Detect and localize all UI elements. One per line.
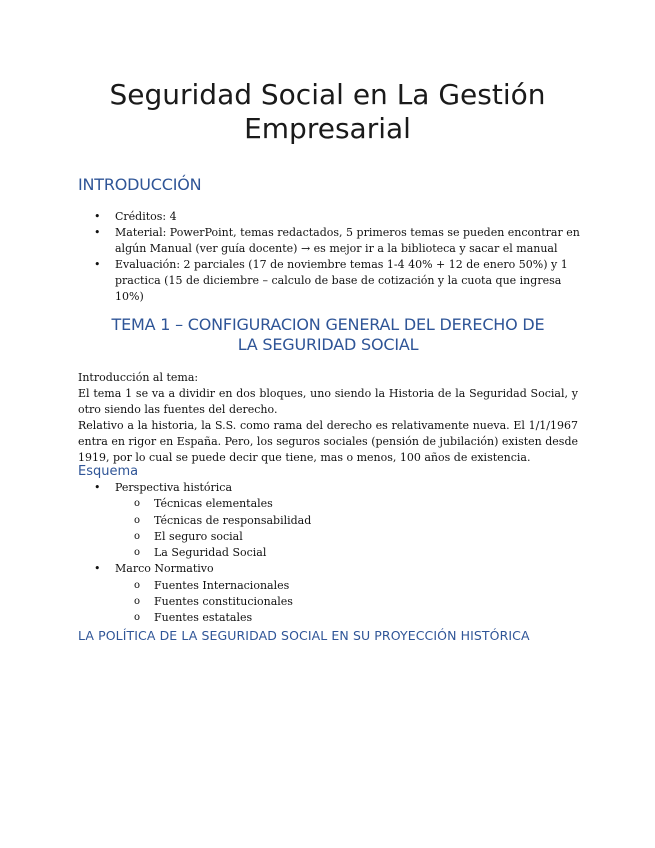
outline-group (78, 561, 578, 626)
esquema-heading: Esquema (78, 464, 139, 479)
outline-subitem: o Fuentes Internacionales (115, 578, 578, 594)
tema-1-heading (78, 315, 578, 355)
intro-heading: INTRODUCCIÓN (78, 175, 202, 194)
outline-subitem: o Técnicas elementales (115, 496, 578, 512)
paragraph: Introducción al tema: (78, 371, 199, 384)
section-heading: LA POLÍTICA DE LA SEGURIDAD SOCIAL EN SU PROYECCIÓN HISTÓRICA (78, 628, 530, 643)
paragraph: El tema 1 se va a dividir en dos bloques, uno siendo la Historia de la Seguridad Social, y otro siendo las fuentes del derecho. (78, 387, 578, 416)
outline-subitem: o El seguro social (115, 529, 578, 545)
tema-1-body (78, 370, 578, 466)
title-line-1: Seguridad Social en La Gestión (109, 78, 546, 111)
outline-sublist (115, 578, 578, 627)
outline-subitem: o La Seguridad Social (115, 545, 578, 561)
outline-subitem: o Fuentes constitucionales (115, 594, 578, 610)
outline-subitem: o Fuentes estatales (115, 610, 578, 626)
esquema-outline (78, 480, 578, 627)
outline-group-label: Marco Normativo (115, 562, 214, 576)
list-item: • Evaluación: 2 parciales (17 de noviembre temas 1-4 40% + 12 de enero 50%) y 1 practica (15 de diciembre – calculo de base de cotización y la cuota que ingresa 10%) (78, 257, 583, 305)
document-title (60, 78, 595, 146)
outline-group (78, 480, 578, 561)
outline-subitem: o Técnicas de responsabilidad (115, 513, 578, 529)
outline-sublist (115, 496, 578, 561)
outline-group-label: Perspectiva histórica (115, 481, 233, 494)
intro-list (78, 209, 583, 305)
list-item: • Material: PowerPoint, temas redactados, 5 primeros temas se pueden encontrar en algún Manual (ver guía docente) → es mejor ir a la biblioteca y sacar el manual (78, 225, 583, 257)
tema-heading-line-1: TEMA 1 – CONFIGURACION GENERAL DEL DERECHO DE (111, 315, 545, 334)
list-item: • Créditos: 4 (78, 209, 583, 225)
title-line-2: Empresarial (244, 112, 411, 145)
tema-heading-line-2: LA SEGURIDAD SOCIAL (237, 335, 419, 354)
paragraph: Relativo a la historia, la S.S. como rama del derecho es relativamente nueva. El 1/1/1967 entra en rigor en España. Pero, los seguros sociales (pensión de jubilación) existen desde 1919, por lo cual se puede decir que tiene, mas o menos, 100 años de existencia. (78, 419, 578, 464)
